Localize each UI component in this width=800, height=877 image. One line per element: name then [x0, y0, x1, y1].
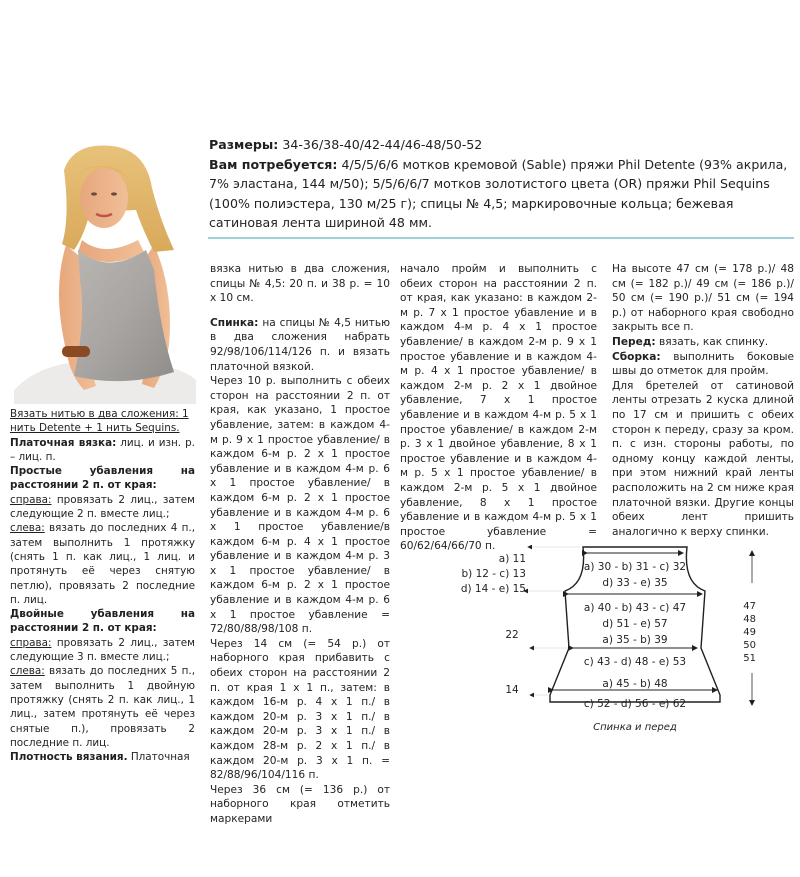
materials-line [209, 155, 794, 233]
straps-instructions: Для бретелей от сатиновой ленты отрезать 2 куска длиной по 17 см и пришить с обеих сторон к переду, сразу за кром. п. с изн. стороны работы, по одному концу каждой ленты, при этом нижний край ленты расположить на 2 см ниже края платочной вязки. Другие концы обеих лент пришить аналогично к верху спинки. [612, 379, 794, 538]
total-height-49: 49 [743, 627, 756, 638]
garter-stitch [10, 436, 195, 465]
pattern-header [209, 135, 794, 233]
double-dec-title-text: Двойные убавления на расстоянии 2 п. от края: [10, 608, 195, 635]
simple-dec-title-text: Простые убавления на расстоянии 2 п. от края: [10, 465, 195, 492]
simple-dec-title [10, 464, 195, 493]
armhole-depth-bc: b) 12 - c) 13 [461, 568, 526, 580]
bust-width-line2: d) 51 - e) 57 [602, 618, 668, 630]
back-text: на спицы № 4,5 нитью в два сложения набрать 92/98/106/114/126 п. и вязать платочной вязкой. [210, 316, 390, 373]
sizes-label: Размеры: [209, 137, 279, 152]
waist-width-line2: c) 43 - d) 48 - e) 53 [583, 656, 687, 668]
upper-height: 22 [505, 629, 519, 641]
gauge [10, 750, 195, 764]
top-width-line2: d) 33 - e) 35 [602, 577, 668, 589]
yarn-note: Вязать нитью в два сложения: 1 нить Detente + 1 нить Sequins. [10, 408, 189, 435]
left-label: слева: [10, 665, 45, 678]
double-dec-title [10, 607, 195, 636]
armhole-shaping: начало пройм и выполнить с обеих сторон на расстоянии 2 п. от края, как указано: в каждом 2-м р. 7 х 1 простое убавление и в каждом 4-м р. 4 х 1 простое убавление/ в каждом 2-м р. 9 х 1 простое убавление и в каждом 4-м р. 4 х 1 простое убавление/ в каждом 2-м р. 2 х 1 двойное убавление, 7 х 1 простое убавление и в каждом 4-м р. 5 х 1 простое убавление/ в каждом 2-м р. 3 х 1 двойное убавление, 8 х 1 простое убавление и в каждом 4-м р. 5 х 1 простое убавление/ в каждом 2-м р. 5 х 1 двойное убавление, 8 х 1 простое убавление и в каждом 4-м р. 5 х 1 простое убавление = 60/62/64/66/70 п. [400, 263, 597, 553]
double-dec-left [10, 664, 195, 750]
hem-width-line1: a) 45 - b) 48 [602, 678, 668, 690]
header-divider [208, 237, 794, 239]
gauge-label: Плотность вязания. [10, 751, 128, 764]
gauge-text-start: Платочная [130, 751, 190, 764]
sizes-line [209, 135, 794, 155]
waist-width-line1: a) 35 - b) 39 [602, 634, 668, 646]
armhole-depth-de: d) 14 - e) 15 [460, 583, 526, 595]
lower-height: 14 [505, 684, 519, 696]
total-height-48: 48 [743, 614, 756, 625]
right-label: справа: [10, 493, 52, 506]
top-width-line1: a) 30 - b) 31 - c) 32 [583, 561, 687, 573]
back-increases: Через 14 см (= 54 р.) от наборного края прибавить с обеих сторон на расстоянии 2 п. от края 1 х 1 п., затем: в каждом 16-м р. 4 х 1 п./ в каждом 20-м р. 3 х 1 п./ в каждом 20-м р. 3 х 1 п./ в каждом 28-м р. 2 х 1 п./ в каждом 20-м р. 3 х 1 п. = 82/88/96/104/116 п. [210, 637, 390, 782]
left-label: слева: [10, 522, 45, 535]
column-techniques [10, 407, 195, 764]
back-markers: Через 36 см (= 136 р.) от наборного края отметить маркерами [210, 783, 390, 825]
schematic-diagram [450, 545, 780, 740]
simple-left-text: вязать до последних 4 п., затем выполнить 1 протяжку (снять 1 п. как лиц., 1 лиц. и протянуть её через снятую петлю), провязать 2 последние п. лиц. [10, 522, 195, 606]
assembly-label: Сборка: [612, 350, 661, 363]
model-photo-illustration [4, 140, 200, 404]
front-label: Перед: [612, 335, 656, 348]
bust-width-line1: a) 40 - b) 43 - c) 47 [583, 602, 687, 614]
front-instructions [612, 335, 794, 350]
garter-text: лиц. и изн. р. – лиц. п. [10, 436, 195, 463]
diagram-caption: Спинка и перед [593, 722, 677, 733]
total-height-51: 51 [743, 653, 756, 664]
hem-width-line2: c) 52 - d) 56 - e) 62 [583, 698, 687, 710]
column-back-part2 [400, 262, 597, 554]
armhole-depth-a: a) 11 [498, 553, 526, 565]
column-back-part1 [210, 262, 390, 827]
garter-label: Платочная вязка: [10, 436, 117, 449]
materials-label: Вам потребуется: [209, 156, 338, 172]
column-finishing [612, 262, 794, 539]
bind-off: На высоте 47 см (= 178 р.)/ 48 см (= 182 р.)/ 49 см (= 186 р.)/ 50 см (= 190 р.)/ 51 см (= 194 р.) от наборного края свободно закрыть все п. [612, 263, 794, 334]
front-text: вязать, как спинку. [659, 335, 769, 348]
total-height-47: 47 [743, 601, 756, 612]
model-photo [4, 140, 200, 404]
double-left-text: вязать до последних 5 п., затем выполнить 1 двойную протяжку (снять 2 п. как лиц., 1 лиц., затем протянуть её через снятые п.), провязать 2 последние п. лиц. [10, 665, 195, 749]
back-label: Спинка: [210, 316, 259, 329]
assembly-text: выполнить боковые швы до отметок для пройм. [612, 350, 795, 378]
gauge-continued: вязка нитью в два сложения, спицы № 4,5: 20 п. и 38 р. = 10 х 10 см. [210, 263, 390, 305]
materials-text: 4/5/5/6/6 мотков кремовой (Sable) пряжи Phil Detente (93% акрила, 7% эластана, 144 м/50); 5/5/6/6/7 мотков золотистого цвета (OR) пряжи Phil Sequins (100% полиэстера, 130 м/25 г); спицы № 4,5; маркировочные кольца; бежевая сатиновая лента шириной 48 мм. [209, 156, 788, 231]
right-label: справа: [10, 636, 52, 649]
back-instructions [210, 316, 390, 374]
sizes-value: 34-36/38-40/42-44/46-48/50-52 [282, 137, 483, 152]
double-dec-right [10, 636, 195, 665]
simple-right-text: провязать 2 лиц., затем следующие 2 п. вместе лиц.; [10, 493, 195, 521]
assembly-instructions [612, 350, 794, 379]
simple-dec-right [10, 493, 195, 522]
double-right-text: провязать 2 лиц., затем следующие 3 п. вместе лиц.; [10, 636, 195, 664]
back-decreases: Через 10 р. выполнить с обеих сторон на расстоянии 2 п. от края, как указано, 1 простое убавление, затем: в каждом 4-м р. 9 х 1 простое убавление/ в каждом 6-м р. 2 х 1 простое убавление и в каждом 4-м р. 6 х 1 простое убавление/ в каждом 6-м р. 2 х 1 простое убавление и в каждом 4-м р. 6 х 1 простое убавление/в каждом 6-м р. 4 х 1 простое убавление и в каждом 4-м р. 3 х 1 простое убавление/ в каждом 6-м р. 2 х 1 простое убавление и в каждом 4-м р. 6 х 1 простое убавление = 72/80/88/98/108 п. [210, 375, 390, 636]
total-height-50: 50 [743, 640, 756, 651]
simple-dec-left [10, 521, 195, 607]
